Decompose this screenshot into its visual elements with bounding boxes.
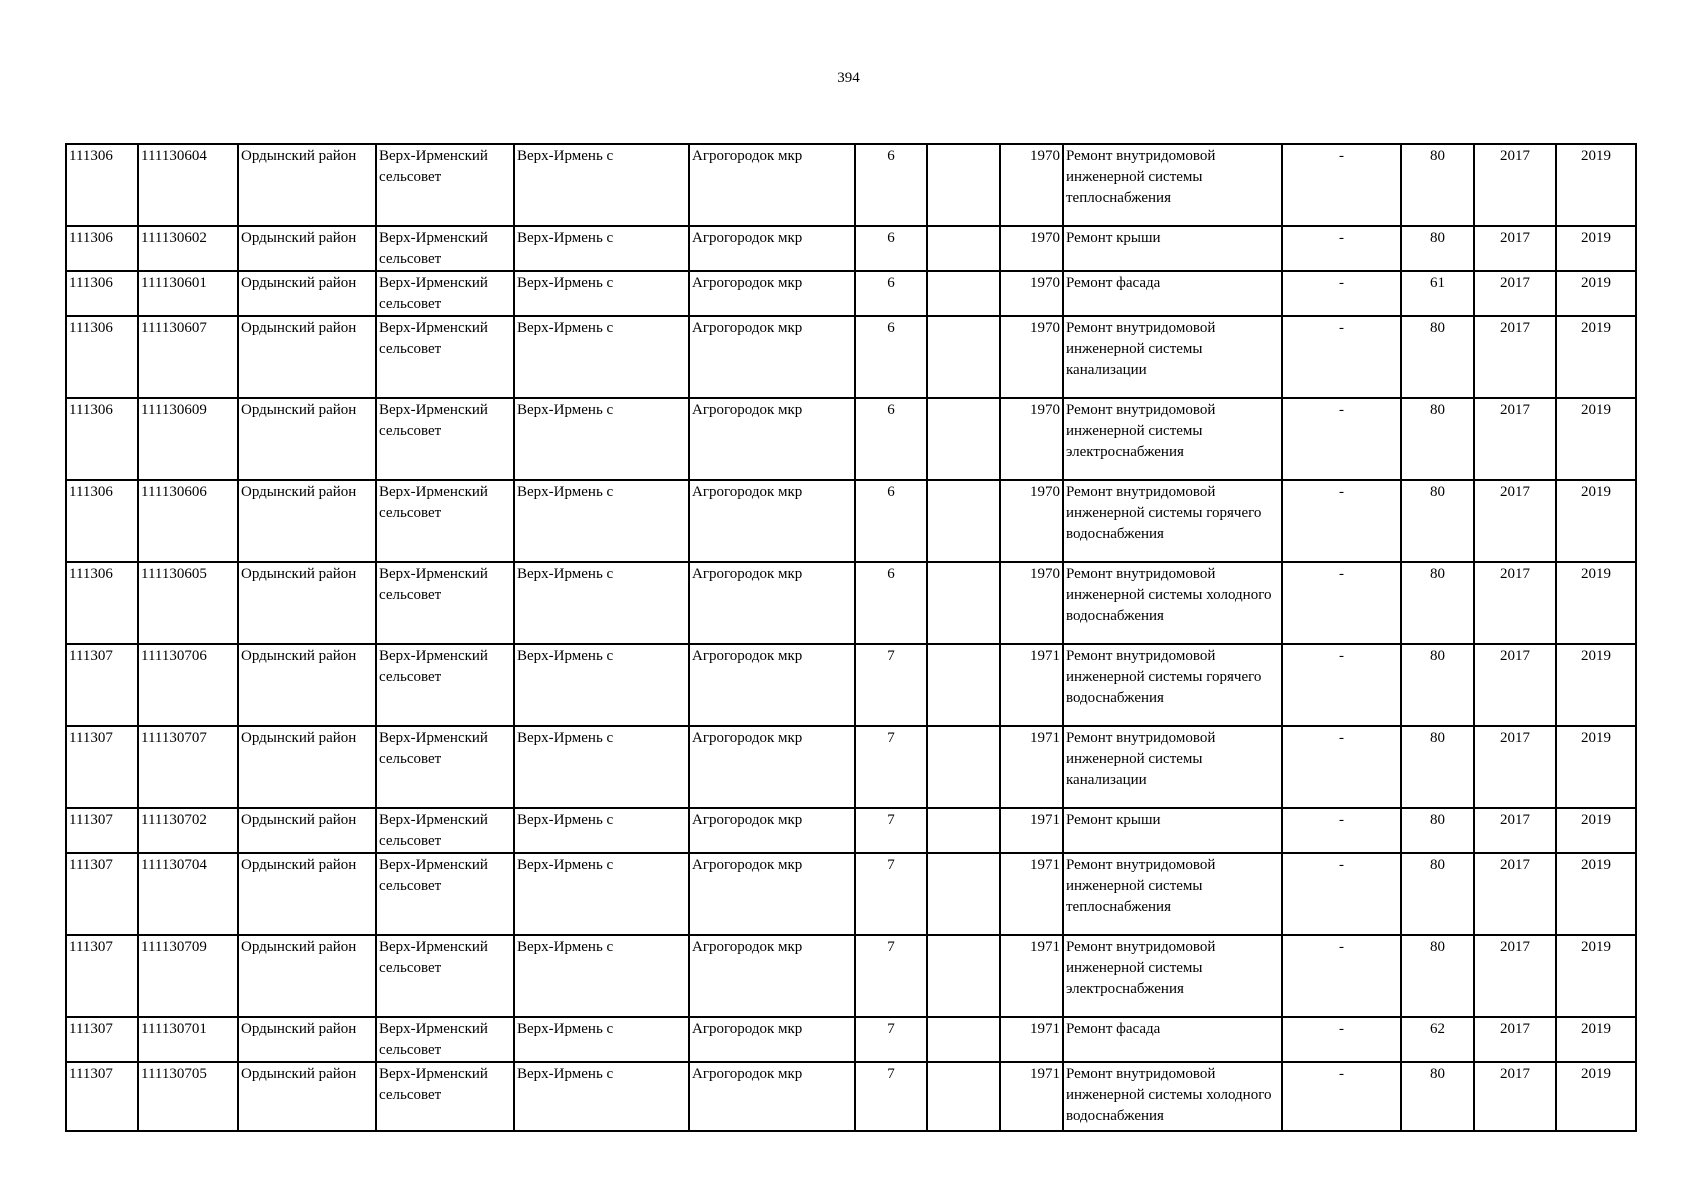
end-year-cell: 2019 (1556, 398, 1636, 480)
locality-cell: Верх-Ирмень с (514, 480, 689, 562)
work-type-cell: Ремонт крыши (1063, 808, 1282, 853)
work-type-cell: Ремонт внутридомовой инженерной системы электроснабжения (1063, 935, 1282, 1017)
building-cell (927, 226, 1000, 271)
district-cell: Ордынский район (238, 271, 376, 316)
start-year-cell: 2017 (1474, 271, 1556, 316)
locality-cell: Верх-Ирмень с (514, 853, 689, 935)
locality-cell: Верх-Ирмень с (514, 226, 689, 271)
end-year-cell: 2019 (1556, 726, 1636, 808)
house-number-cell: 6 (855, 226, 927, 271)
end-year-cell: 2019 (1556, 144, 1636, 226)
work-type-cell: Ремонт внутридомовой инженерной системы электроснабжения (1063, 398, 1282, 480)
table-row (66, 726, 1636, 808)
district-cell: Ордынский район (238, 226, 376, 271)
start-year-cell: 2017 (1474, 398, 1556, 480)
table-row (66, 271, 1636, 316)
district-cell: Ордынский район (238, 644, 376, 726)
year-built-cell: 1970 (1000, 226, 1063, 271)
work-type-cell: Ремонт внутридомовой инженерной системы теплоснабжения (1063, 853, 1282, 935)
table-row (66, 853, 1636, 935)
start-year-cell: 2017 (1474, 144, 1556, 226)
street-cell: Агрогородок мкр (689, 935, 855, 1017)
year-built-cell: 1970 (1000, 562, 1063, 644)
row-id-cell: 111130709 (138, 935, 238, 1017)
table-row (66, 562, 1636, 644)
council-cell: Верх-Ирменский сельсовет (376, 853, 514, 935)
row-id-cell: 111130704 (138, 853, 238, 935)
repair-register-table (65, 143, 1637, 1132)
table-row (66, 316, 1636, 398)
end-year-cell: 2019 (1556, 226, 1636, 271)
dash-cell: - (1282, 935, 1401, 1017)
locality-cell: Верх-Ирмень с (514, 726, 689, 808)
row-id-cell: 111130609 (138, 398, 238, 480)
building-cell (927, 562, 1000, 644)
work-type-cell: Ремонт внутридомовой инженерной системы горячего водоснабжения (1063, 480, 1282, 562)
locality-cell: Верх-Ирмень с (514, 644, 689, 726)
dash-cell: - (1282, 726, 1401, 808)
row-code-cell: 111307 (66, 808, 138, 853)
dash-cell: - (1282, 271, 1401, 316)
council-cell: Верх-Ирменский сельсовет (376, 1017, 514, 1062)
dash-cell: - (1282, 644, 1401, 726)
street-cell: Агрогородок мкр (689, 226, 855, 271)
year-built-cell: 1970 (1000, 480, 1063, 562)
district-cell: Ордынский район (238, 398, 376, 480)
district-cell: Ордынский район (238, 562, 376, 644)
work-type-cell: Ремонт фасада (1063, 1017, 1282, 1062)
building-cell (927, 271, 1000, 316)
locality-cell: Верх-Ирмень с (514, 316, 689, 398)
table-row (66, 1062, 1636, 1131)
wear-percent-cell: 80 (1401, 853, 1474, 935)
building-cell (927, 144, 1000, 226)
house-number-cell: 6 (855, 144, 927, 226)
house-number-cell: 6 (855, 562, 927, 644)
row-code-cell: 111307 (66, 853, 138, 935)
end-year-cell: 2019 (1556, 1017, 1636, 1062)
row-code-cell: 111306 (66, 562, 138, 644)
end-year-cell: 2019 (1556, 1062, 1636, 1131)
wear-percent-cell: 80 (1401, 226, 1474, 271)
work-type-cell: Ремонт внутридомовой инженерной системы канализации (1063, 726, 1282, 808)
district-cell: Ордынский район (238, 316, 376, 398)
street-cell: Агрогородок мкр (689, 562, 855, 644)
wear-percent-cell: 80 (1401, 316, 1474, 398)
row-id-cell: 111130707 (138, 726, 238, 808)
district-cell: Ордынский район (238, 808, 376, 853)
row-id-cell: 111130601 (138, 271, 238, 316)
year-built-cell: 1971 (1000, 644, 1063, 726)
row-code-cell: 111307 (66, 1062, 138, 1131)
row-code-cell: 111307 (66, 1017, 138, 1062)
start-year-cell: 2017 (1474, 316, 1556, 398)
page-number: 394 (837, 70, 860, 86)
locality-cell: Верх-Ирмень с (514, 271, 689, 316)
council-cell: Верх-Ирменский сельсовет (376, 398, 514, 480)
end-year-cell: 2019 (1556, 853, 1636, 935)
council-cell: Верх-Ирменский сельсовет (376, 226, 514, 271)
year-built-cell: 1971 (1000, 935, 1063, 1017)
district-cell: Ордынский район (238, 853, 376, 935)
year-built-cell: 1971 (1000, 726, 1063, 808)
house-number-cell: 7 (855, 808, 927, 853)
council-cell: Верх-Ирменский сельсовет (376, 271, 514, 316)
end-year-cell: 2019 (1556, 644, 1636, 726)
end-year-cell: 2019 (1556, 808, 1636, 853)
row-id-cell: 111130602 (138, 226, 238, 271)
building-cell (927, 935, 1000, 1017)
row-id-cell: 111130705 (138, 1062, 238, 1131)
dash-cell: - (1282, 853, 1401, 935)
end-year-cell: 2019 (1556, 271, 1636, 316)
district-cell: Ордынский район (238, 144, 376, 226)
dash-cell: - (1282, 226, 1401, 271)
year-built-cell: 1971 (1000, 853, 1063, 935)
dash-cell: - (1282, 480, 1401, 562)
locality-cell: Верх-Ирмень с (514, 935, 689, 1017)
wear-percent-cell: 80 (1401, 726, 1474, 808)
street-cell: Агрогородок мкр (689, 1062, 855, 1131)
table-body (66, 144, 1636, 1131)
table-row (66, 808, 1636, 853)
start-year-cell: 2017 (1474, 644, 1556, 726)
council-cell: Верх-Ирменский сельсовет (376, 808, 514, 853)
wear-percent-cell: 80 (1401, 644, 1474, 726)
work-type-cell: Ремонт внутридомовой инженерной системы горячего водоснабжения (1063, 644, 1282, 726)
building-cell (927, 1017, 1000, 1062)
year-built-cell: 1970 (1000, 271, 1063, 316)
building-cell (927, 644, 1000, 726)
row-id-cell: 111130607 (138, 316, 238, 398)
council-cell: Верх-Ирменский сельсовет (376, 1062, 514, 1131)
council-cell: Верх-Ирменский сельсовет (376, 935, 514, 1017)
year-built-cell: 1971 (1000, 1017, 1063, 1062)
start-year-cell: 2017 (1474, 1017, 1556, 1062)
building-cell (927, 808, 1000, 853)
building-cell (927, 726, 1000, 808)
locality-cell: Верх-Ирмень с (514, 144, 689, 226)
start-year-cell: 2017 (1474, 226, 1556, 271)
end-year-cell: 2019 (1556, 316, 1636, 398)
district-cell: Ордынский район (238, 480, 376, 562)
row-code-cell: 111306 (66, 316, 138, 398)
dash-cell: - (1282, 808, 1401, 853)
wear-percent-cell: 80 (1401, 398, 1474, 480)
start-year-cell: 2017 (1474, 853, 1556, 935)
row-id-cell: 111130702 (138, 808, 238, 853)
street-cell: Агрогородок мкр (689, 271, 855, 316)
street-cell: Агрогородок мкр (689, 144, 855, 226)
row-code-cell: 111306 (66, 226, 138, 271)
building-cell (927, 853, 1000, 935)
district-cell: Ордынский район (238, 726, 376, 808)
end-year-cell: 2019 (1556, 562, 1636, 644)
street-cell: Агрогородок мкр (689, 1017, 855, 1062)
row-code-cell: 111306 (66, 398, 138, 480)
district-cell: Ордынский район (238, 935, 376, 1017)
table-row (66, 1017, 1636, 1062)
start-year-cell: 2017 (1474, 726, 1556, 808)
year-built-cell: 1971 (1000, 1062, 1063, 1131)
work-type-cell: Ремонт внутридомовой инженерной системы теплоснабжения (1063, 144, 1282, 226)
council-cell: Верх-Ирменский сельсовет (376, 144, 514, 226)
house-number-cell: 6 (855, 316, 927, 398)
work-type-cell: Ремонт внутридомовой инженерной системы холодного водоснабжения (1063, 1062, 1282, 1131)
start-year-cell: 2017 (1474, 480, 1556, 562)
wear-percent-cell: 80 (1401, 935, 1474, 1017)
dash-cell: - (1282, 144, 1401, 226)
street-cell: Агрогородок мкр (689, 398, 855, 480)
building-cell (927, 398, 1000, 480)
table-row (66, 935, 1636, 1017)
house-number-cell: 7 (855, 1017, 927, 1062)
house-number-cell: 6 (855, 398, 927, 480)
work-type-cell: Ремонт фасада (1063, 271, 1282, 316)
table-row (66, 480, 1636, 562)
wear-percent-cell: 61 (1401, 271, 1474, 316)
start-year-cell: 2017 (1474, 935, 1556, 1017)
table-row (66, 644, 1636, 726)
start-year-cell: 2017 (1474, 808, 1556, 853)
locality-cell: Верх-Ирмень с (514, 398, 689, 480)
wear-percent-cell: 80 (1401, 480, 1474, 562)
locality-cell: Верх-Ирмень с (514, 562, 689, 644)
street-cell: Агрогородок мкр (689, 808, 855, 853)
house-number-cell: 7 (855, 853, 927, 935)
dash-cell: - (1282, 1017, 1401, 1062)
street-cell: Агрогородок мкр (689, 853, 855, 935)
house-number-cell: 7 (855, 644, 927, 726)
row-id-cell: 111130706 (138, 644, 238, 726)
council-cell: Верх-Ирменский сельсовет (376, 316, 514, 398)
wear-percent-cell: 80 (1401, 562, 1474, 644)
work-type-cell: Ремонт крыши (1063, 226, 1282, 271)
row-id-cell: 111130605 (138, 562, 238, 644)
dash-cell: - (1282, 562, 1401, 644)
street-cell: Агрогородок мкр (689, 726, 855, 808)
row-code-cell: 111307 (66, 726, 138, 808)
row-code-cell: 111307 (66, 935, 138, 1017)
house-number-cell: 6 (855, 480, 927, 562)
wear-percent-cell: 80 (1401, 1062, 1474, 1131)
building-cell (927, 480, 1000, 562)
street-cell: Агрогородок мкр (689, 316, 855, 398)
row-id-cell: 111130606 (138, 480, 238, 562)
house-number-cell: 7 (855, 935, 927, 1017)
council-cell: Верх-Ирменский сельсовет (376, 726, 514, 808)
table-row (66, 144, 1636, 226)
year-built-cell: 1970 (1000, 316, 1063, 398)
row-id-cell: 111130604 (138, 144, 238, 226)
work-type-cell: Ремонт внутридомовой инженерной системы холодного водоснабжения (1063, 562, 1282, 644)
building-cell (927, 1062, 1000, 1131)
building-cell (927, 316, 1000, 398)
row-code-cell: 111306 (66, 480, 138, 562)
house-number-cell: 7 (855, 726, 927, 808)
table-row (66, 226, 1636, 271)
house-number-cell: 7 (855, 1062, 927, 1131)
work-type-cell: Ремонт внутридомовой инженерной системы канализации (1063, 316, 1282, 398)
dash-cell: - (1282, 316, 1401, 398)
end-year-cell: 2019 (1556, 935, 1636, 1017)
dash-cell: - (1282, 1062, 1401, 1131)
locality-cell: Верх-Ирмень с (514, 1062, 689, 1131)
row-code-cell: 111307 (66, 644, 138, 726)
row-code-cell: 111306 (66, 144, 138, 226)
wear-percent-cell: 80 (1401, 808, 1474, 853)
wear-percent-cell: 62 (1401, 1017, 1474, 1062)
council-cell: Верх-Ирменский сельсовет (376, 480, 514, 562)
row-id-cell: 111130701 (138, 1017, 238, 1062)
row-code-cell: 111306 (66, 271, 138, 316)
year-built-cell: 1971 (1000, 808, 1063, 853)
street-cell: Агрогородок мкр (689, 644, 855, 726)
district-cell: Ордынский район (238, 1062, 376, 1131)
council-cell: Верх-Ирменский сельсовет (376, 644, 514, 726)
table-row (66, 398, 1636, 480)
dash-cell: - (1282, 398, 1401, 480)
end-year-cell: 2019 (1556, 480, 1636, 562)
year-built-cell: 1970 (1000, 144, 1063, 226)
locality-cell: Верх-Ирмень с (514, 808, 689, 853)
wear-percent-cell: 80 (1401, 144, 1474, 226)
house-number-cell: 6 (855, 271, 927, 316)
council-cell: Верх-Ирменский сельсовет (376, 562, 514, 644)
start-year-cell: 2017 (1474, 562, 1556, 644)
locality-cell: Верх-Ирмень с (514, 1017, 689, 1062)
year-built-cell: 1970 (1000, 398, 1063, 480)
street-cell: Агрогородок мкр (689, 480, 855, 562)
district-cell: Ордынский район (238, 1017, 376, 1062)
start-year-cell: 2017 (1474, 1062, 1556, 1131)
